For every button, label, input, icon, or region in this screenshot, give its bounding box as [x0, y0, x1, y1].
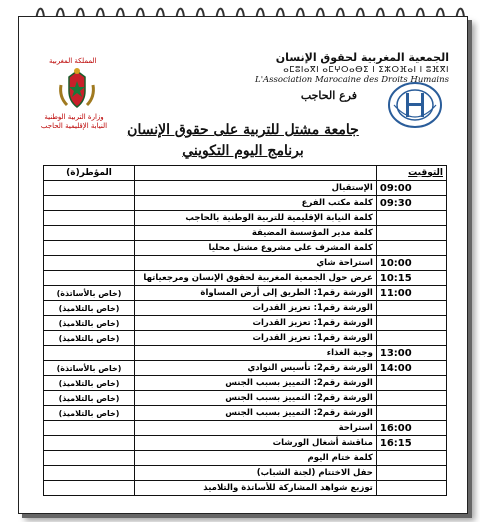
cell-organizer — [44, 346, 135, 361]
moroccan-emblem-icon — [57, 67, 97, 111]
table-row — [44, 196, 447, 211]
table-row — [44, 211, 447, 226]
cell-time — [376, 331, 446, 346]
cell-organizer: (خاص بالتلاميذ) — [44, 331, 135, 346]
table-row — [44, 316, 447, 331]
cell-time — [376, 406, 446, 421]
cell-activity: الورشة رقم2: التمييز بسبب الجنس — [135, 376, 377, 391]
cell-organizer — [44, 256, 135, 271]
cell-time — [376, 481, 446, 496]
cell-activity: الورشة رقم1: تعزيز القدرات — [135, 301, 377, 316]
cell-time — [376, 391, 446, 406]
table-header-row — [44, 166, 447, 181]
table-row — [44, 466, 447, 481]
header-cell-time: التوقيت — [376, 166, 446, 181]
cell-activity: عرض حول الجمعية المغربية لحقوق الإنسان ومرجعياتها — [135, 271, 377, 286]
cell-time: 13:00 — [376, 346, 446, 361]
cell-activity: توزيع شواهد المشاركة للأساتذة والتلاميذ — [135, 481, 377, 496]
cell-organizer: (خاص بالتلاميذ) — [44, 406, 135, 421]
kingdom-label: المملكة المغربية — [49, 57, 97, 65]
cell-time — [376, 316, 446, 331]
branch-name: فرع الحاجب — [300, 89, 357, 102]
cell-activity: وجبة الغذاء — [135, 346, 377, 361]
table-row — [44, 226, 447, 241]
table-row — [44, 376, 447, 391]
cell-organizer — [44, 451, 135, 466]
cell-time — [376, 451, 446, 466]
cell-organizer — [44, 241, 135, 256]
header-cell-activity — [135, 166, 377, 181]
table-row — [44, 406, 447, 421]
cell-time: 09:00 — [376, 181, 446, 196]
cell-activity: كلمة مكتب الفرع — [135, 196, 377, 211]
cell-time — [376, 301, 446, 316]
table-row — [44, 271, 447, 286]
cell-time: 14:00 — [376, 361, 446, 376]
program-table — [43, 165, 447, 496]
cell-organizer: (خاص بالأساتذة) — [44, 286, 135, 301]
cell-activity: استراحة شاي — [135, 256, 377, 271]
cell-activity: الورشة رقم2: التمييز بسبب الجنس — [135, 406, 377, 421]
cell-time: 11:00 — [376, 286, 446, 301]
cell-organizer — [44, 481, 135, 496]
cell-organizer: (خاص بالتلاميذ) — [44, 316, 135, 331]
cell-organizer: (خاص بالتلاميذ) — [44, 301, 135, 316]
association-name-french: L'Association Marocaine des Droits Humains — [255, 75, 449, 85]
document-page — [18, 16, 468, 514]
cell-organizer — [44, 196, 135, 211]
table-row — [44, 391, 447, 406]
cell-organizer — [44, 271, 135, 286]
cell-organizer: (خاص بالتلاميذ) — [44, 376, 135, 391]
cell-time — [376, 226, 446, 241]
cell-organizer: (خاص بالأساتذة) — [44, 361, 135, 376]
cell-organizer — [44, 436, 135, 451]
cell-time: 10:15 — [376, 271, 446, 286]
table-row — [44, 346, 447, 361]
association-name-tifinagh: ⴰⵎⵓⵏⴰⴳⵏ ⴰⵎⵖⵔⴰⴱⵉ ⵏ ⵉⵣⵔⴼⴰⵏ ⵏ ⵓⴼⴳⵏ — [283, 65, 449, 75]
cell-time: 16:15 — [376, 436, 446, 451]
cell-organizer — [44, 211, 135, 226]
table-row — [44, 331, 447, 346]
cell-organizer — [44, 421, 135, 436]
cell-activity: مناقشة أشغال الورشات — [135, 436, 377, 451]
cell-organizer: (خاص بالتلاميذ) — [44, 391, 135, 406]
cell-activity: كلمة مدير المؤسسة المضيفة — [135, 226, 377, 241]
table-row — [44, 451, 447, 466]
table-row — [44, 361, 447, 376]
table-row — [44, 301, 447, 316]
cell-time: 09:30 — [376, 196, 446, 211]
table-row — [44, 181, 447, 196]
title-line-1: جامعة مشتل للتربية على حقوق الإنسان — [127, 122, 359, 138]
cell-organizer — [44, 466, 135, 481]
association-name-arabic: الجمعية المغربية لحقوق الإنسان — [275, 51, 449, 64]
table-row — [44, 481, 447, 496]
cell-activity: كلمة ختام اليوم — [135, 451, 377, 466]
cell-time — [376, 376, 446, 391]
cell-time: 10:00 — [376, 256, 446, 271]
cell-activity: حفل الاختتام (لجنة الشباب) — [135, 466, 377, 481]
header-cell-org: المؤطر(ة) — [44, 166, 135, 181]
ministry-name: وزارة التربية الوطنية — [44, 113, 104, 121]
cell-activity: الإستقبال — [135, 181, 377, 196]
table-row — [44, 421, 447, 436]
cell-activity: الورشة رقم1: تعزيز القدرات — [135, 316, 377, 331]
cell-activity: كلمة النيابة الإقليمية للتربية الوطنية بالحاجب — [135, 211, 377, 226]
cell-time: 16:00 — [376, 421, 446, 436]
table-row — [44, 436, 447, 451]
cell-activity: الورشة رقم1: تعزيز القدرات — [135, 331, 377, 346]
cell-organizer — [44, 181, 135, 196]
table-row — [44, 256, 447, 271]
cell-time — [376, 241, 446, 256]
document-header — [19, 17, 467, 137]
cell-time — [376, 466, 446, 481]
table-row — [44, 286, 447, 301]
title-line-2: برنامج اليوم التكويني — [182, 143, 304, 159]
directorate-name: النيابة الإقليمية الحاجب — [40, 122, 108, 130]
cell-activity: كلمة المشرف على مشروع مشتل محليا — [135, 241, 377, 256]
cell-organizer — [44, 226, 135, 241]
cell-activity: الورشة رقم2: التمييز بسبب الجنس — [135, 391, 377, 406]
cell-activity: استراحة — [135, 421, 377, 436]
cell-activity: الورشة رقم1: الطريق إلى أرض المساواة — [135, 286, 377, 301]
cell-activity: الورشة رقم2: تأسيس النوادي — [135, 361, 377, 376]
cell-time — [376, 211, 446, 226]
table-row — [44, 241, 447, 256]
